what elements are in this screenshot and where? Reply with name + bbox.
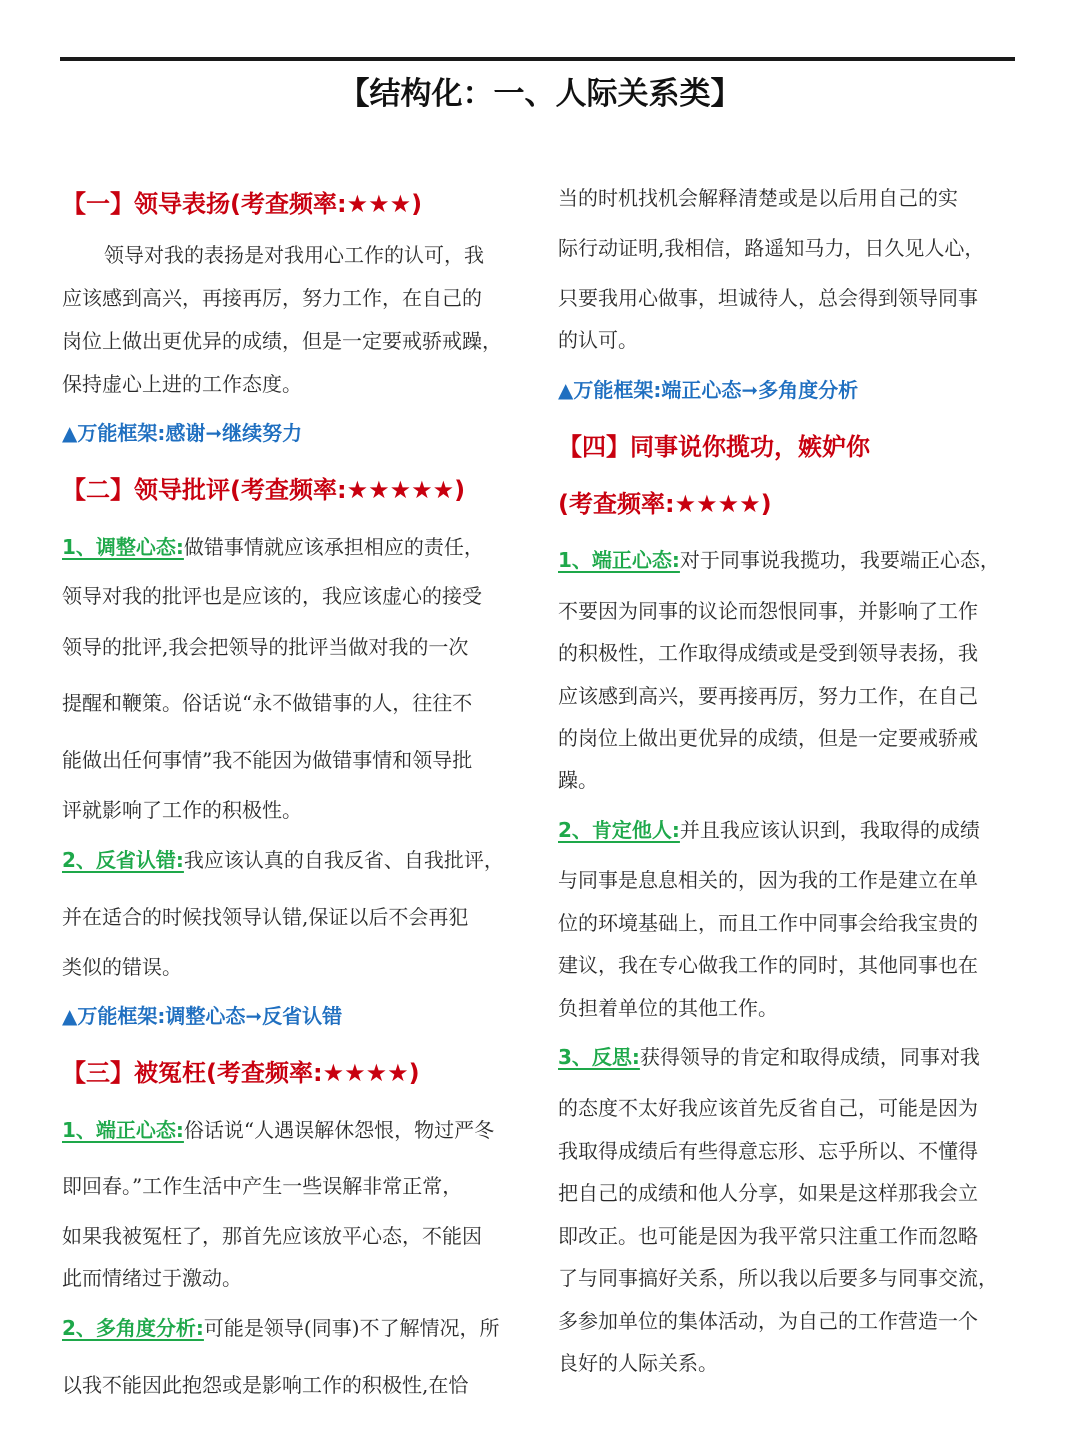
line-text: 类似的错误。 bbox=[62, 955, 182, 979]
paragraph-line bbox=[62, 1115, 494, 1145]
paragraph-line bbox=[62, 902, 468, 932]
paragraph-line bbox=[558, 1263, 998, 1293]
line-text: 躁。 bbox=[558, 768, 598, 792]
line-text: 做错事情就应该承担相应的责任， bbox=[183, 535, 484, 559]
line-text: 并且我应该认识到，我取得的成绩 bbox=[679, 818, 980, 842]
line-text: 的积极性，工作取得成绩或是受到领导表扬，我 bbox=[558, 641, 978, 665]
paragraph-line bbox=[558, 993, 778, 1023]
point-keyword: 1、端正心态: bbox=[62, 1118, 184, 1142]
paragraph-line bbox=[62, 326, 502, 356]
point-keyword: 1、调整心态: bbox=[62, 535, 184, 559]
paragraph-line bbox=[62, 532, 484, 562]
paragraph-line bbox=[558, 1306, 978, 1336]
paragraph-line bbox=[62, 795, 302, 825]
paragraph-line bbox=[558, 283, 978, 313]
paragraph-line bbox=[62, 581, 482, 611]
line-text: 即回春。”工作生活中产生一些误解非常正常， bbox=[62, 1174, 463, 1198]
paragraph-line bbox=[62, 745, 472, 775]
line-text: 位的环境基础上，而且工作中同事会给我宝贵的 bbox=[558, 911, 978, 935]
line-text: 可能是领导(同事)不了解情况，所 bbox=[203, 1316, 500, 1340]
paragraph-line bbox=[558, 908, 978, 938]
paragraph-line bbox=[62, 283, 482, 313]
paragraph-line bbox=[62, 845, 504, 875]
framework-note: ▲万能框架:调整心态➞反省认错 bbox=[62, 1004, 343, 1028]
paragraph-line bbox=[558, 765, 598, 795]
line-text: 的认可。 bbox=[558, 328, 638, 352]
line-text: 领导的批评,我会把领导的批评当做对我的一次 bbox=[62, 635, 469, 659]
line-text: 应该感到高兴，要再接再厉，努力工作，在自己 bbox=[558, 684, 978, 708]
line-text: 不要因为同事的议论而怨恨同事，并影响了工作 bbox=[558, 599, 978, 623]
paragraph-line bbox=[62, 1313, 500, 1343]
point-keyword: 1、端正心态: bbox=[558, 548, 680, 572]
line-text: 以我不能因此抱怨或是影响工作的积极性,在恰 bbox=[62, 1373, 469, 1397]
section-heading: 【三】被冤枉(考查频率:★★★★) bbox=[62, 1059, 420, 1087]
paragraph-line bbox=[62, 688, 472, 718]
paragraph-line bbox=[558, 865, 978, 895]
line-text: 的态度不太好我应该首先反省自己，可能是因为 bbox=[558, 1096, 978, 1120]
framework-note: ▲万能框架:感谢➞继续努力 bbox=[62, 421, 303, 445]
line-text: 多参加单位的集体活动，为自己的工作营造一个 bbox=[558, 1309, 978, 1333]
point-keyword: 2、多角度分析: bbox=[62, 1316, 204, 1340]
paragraph-line bbox=[558, 325, 638, 355]
line-text: 应该感到高兴，再接再厉，努力工作，在自己的 bbox=[62, 286, 482, 310]
line-text: 良好的人际关系。 bbox=[558, 1351, 718, 1375]
paragraph-line bbox=[558, 596, 978, 626]
paragraph-line bbox=[558, 545, 1000, 575]
line-text: 评就影响了工作的积极性。 bbox=[62, 798, 302, 822]
paragraph-line bbox=[558, 233, 984, 263]
paragraph-line bbox=[558, 1093, 978, 1123]
line-text: 我应该认真的自我反省、自我批评， bbox=[183, 848, 504, 872]
paragraph-line bbox=[62, 632, 468, 662]
line-text: 际行动证明,我相信，路遥知马力，日久见人心， bbox=[558, 236, 985, 260]
page-title: 【结构化：一、人际关系类】 bbox=[338, 76, 742, 112]
line-text: 即改正。也可能是因为我平常只注重工作而忽略 bbox=[558, 1224, 978, 1248]
line-text: 俗话说“人遇误解休怨恨，物过严冬 bbox=[183, 1118, 495, 1142]
line-text: 如果我被冤枉了，那首先应该放平心态，不能因 bbox=[62, 1224, 482, 1248]
line-text: 岗位上做出更优异的成绩，但是一定要戒骄戒躁， bbox=[62, 329, 502, 353]
paragraph-line bbox=[62, 1171, 462, 1201]
point-keyword: 2、肯定他人: bbox=[558, 818, 680, 842]
paragraph-line bbox=[62, 1370, 468, 1400]
line-text: 领导对我的表扬是对我用心工作的认可，我 bbox=[104, 243, 484, 267]
line-text: 建议，我在专心做我工作的同时，其他同事也在 bbox=[558, 953, 978, 977]
paragraph-line bbox=[558, 638, 978, 668]
paragraph-line bbox=[558, 1348, 718, 1378]
paragraph-line bbox=[558, 681, 978, 711]
section-heading: 【一】领导表扬(考查频率:★★★) bbox=[62, 190, 423, 218]
left-column bbox=[62, 0, 532, 1439]
point-keyword: 3、反思: bbox=[558, 1045, 640, 1069]
paragraph-line bbox=[62, 1221, 482, 1251]
paragraph-line bbox=[62, 369, 302, 399]
line-text: 提醒和鞭策。俗话说“永不做错事的人，往往不 bbox=[62, 691, 473, 715]
line-text: 能做出任何事情”我不能因为做错事情和领导批 bbox=[62, 748, 473, 772]
line-text: 获得领导的肯定和取得成绩，同事对我 bbox=[639, 1045, 980, 1069]
paragraph-line bbox=[558, 950, 978, 980]
framework-note: ▲万能框架:端正心态➞多角度分析 bbox=[558, 378, 859, 402]
line-text: 并在适合的时候找领导认错,保证以后不会再犯 bbox=[62, 905, 469, 929]
point-keyword: 2、反省认错: bbox=[62, 848, 184, 872]
line-text: 的岗位上做出更优异的成绩，但是一定要戒骄戒 bbox=[558, 726, 978, 750]
line-text: 此而情绪过于激动。 bbox=[62, 1266, 242, 1290]
line-text: 领导对我的批评也是应该的，我应该虚心的接受 bbox=[62, 584, 482, 608]
paragraph-line bbox=[62, 952, 182, 982]
right-column bbox=[558, 0, 1028, 1439]
line-text: 当的时机找机会解释清楚或是以后用自己的实 bbox=[558, 186, 958, 210]
paragraph-line bbox=[62, 1263, 242, 1293]
paragraph-line bbox=[558, 1178, 978, 1208]
section-heading: (考查频率:★★★★) bbox=[558, 490, 772, 518]
line-text: 与同事是息息相关的，因为我的工作是建立在单 bbox=[558, 868, 978, 892]
line-text: 把自己的成绩和他人分享，如果是这样那我会立 bbox=[558, 1181, 978, 1205]
section-heading: 【四】同事说你揽功，嫉妒你 bbox=[558, 433, 870, 461]
section-heading: 【二】领导批评(考查频率:★★★★★) bbox=[62, 476, 466, 504]
paragraph-line bbox=[558, 1221, 978, 1251]
line-text: 对于同事说我揽功，我要端正心态， bbox=[679, 548, 1000, 572]
paragraph-line bbox=[558, 815, 980, 845]
paragraph-line bbox=[558, 1136, 978, 1166]
line-text: 负担着单位的其他工作。 bbox=[558, 996, 778, 1020]
line-text: 只要我用心做事，坦诚待人，总会得到领导同事 bbox=[558, 286, 978, 310]
paragraph-line bbox=[558, 183, 958, 213]
line-text: 了与同事搞好关系，所以我以后要多与同事交流， bbox=[558, 1266, 998, 1290]
paragraph-line bbox=[104, 240, 484, 270]
paragraph-line bbox=[558, 723, 978, 753]
line-text: 保持虚心上进的工作态度。 bbox=[62, 372, 302, 396]
line-text: 我取得成绩后有些得意忘形、忘乎所以、不懂得 bbox=[558, 1139, 978, 1163]
paragraph-line bbox=[558, 1042, 980, 1072]
